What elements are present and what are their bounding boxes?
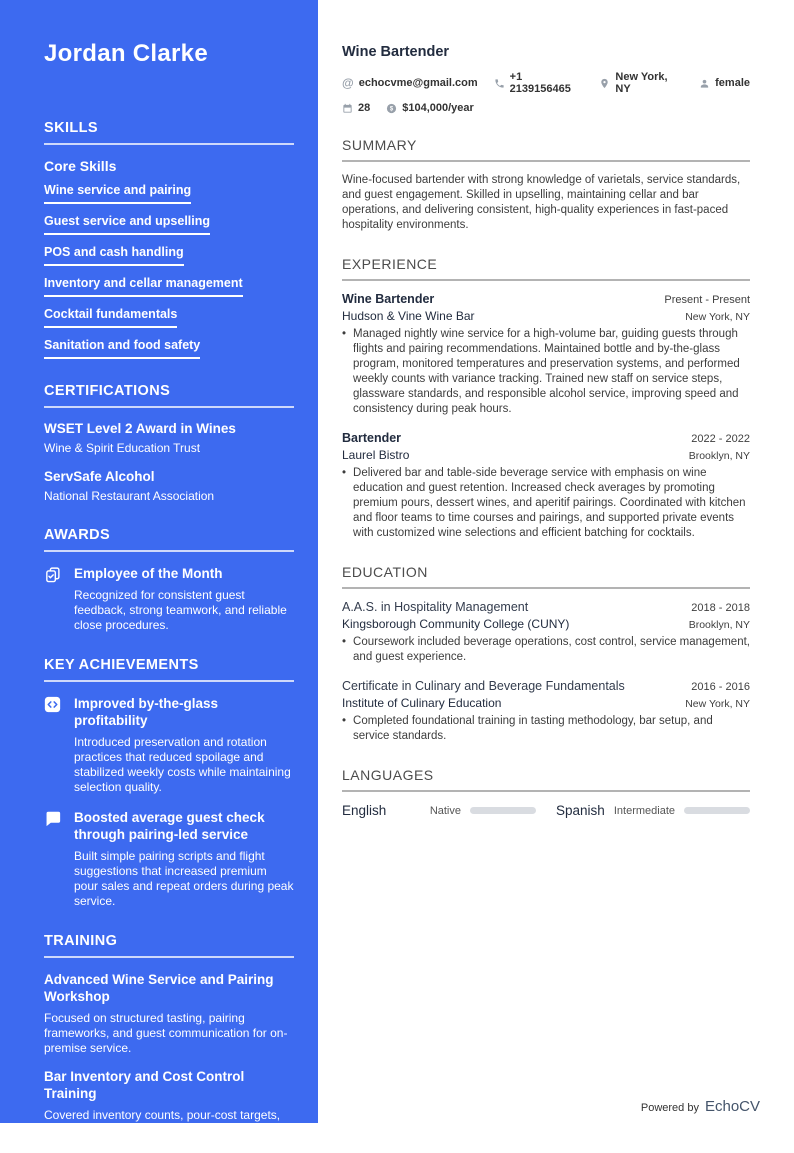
experience-section (342, 256, 750, 541)
training-section (44, 933, 294, 1153)
skills-heading: SKILLS (44, 120, 294, 145)
contact-age (342, 102, 370, 114)
sidebar (0, 0, 318, 1152)
education-location: New York, NY (685, 698, 750, 710)
location-pin-icon (599, 78, 610, 89)
language-name: Spanish (556, 803, 605, 818)
experience-location: New York, NY (685, 311, 750, 323)
contact-salary (386, 102, 474, 114)
contact-gender (699, 77, 750, 89)
achievement-title: Boosted average guest check through pairing-led service (74, 810, 265, 842)
key-achievements-heading: KEY ACHIEVEMENTS (44, 657, 294, 682)
awards-section (44, 527, 294, 633)
education-entry (342, 679, 750, 744)
brand-name: EchoCV (704, 1098, 760, 1115)
award-title: Employee of the Month (74, 566, 223, 581)
skill-item: Sanitation and food safety (44, 338, 200, 359)
certifications-heading: CERTIFICATIONS (44, 383, 294, 408)
experience-entry (342, 292, 750, 417)
education-entry (342, 600, 750, 665)
language-name: English (342, 803, 387, 818)
experience-company: Hudson & Vine Wine Bar (342, 309, 475, 323)
education-dates: 2018 - 2018 (691, 602, 750, 614)
svg-text:$: $ (390, 106, 394, 113)
experience-location: Brooklyn, NY (688, 450, 750, 462)
contact-row-1 (342, 71, 750, 95)
education-location: Brooklyn, NY (688, 619, 750, 631)
experience-bullet: • Delivered bar and table-side beverage service with emphasis on wine education and guest retention. Increased check averages by promoting premium pours, dessert wines, and aperitif pairings. Coordinated with kitchen and floor teams to time courses and pairings, and supported private events with customized wine selections and efficient batching for cocktails. (353, 467, 746, 539)
achievement-description: Built simple pairing scripts and flight suggestions that increased premium pour sales and repeat orders during peak service. (74, 849, 294, 908)
key-achievements-section (44, 657, 294, 909)
experience-dates: 2022 - 2022 (691, 433, 750, 445)
email-icon: @ (342, 76, 354, 90)
experience-entry (342, 431, 750, 541)
resume-job-title: Wine Bartender (342, 44, 450, 60)
main-column (318, 0, 794, 1123)
contact-salary-value: $104,000/year (402, 102, 474, 114)
contact-email-value: echocvme@gmail.com (358, 77, 478, 89)
contact-age-value: 28 (358, 102, 371, 114)
training-heading: TRAINING (44, 933, 294, 958)
training-title: Advanced Wine Service and Pairing Workshop (44, 972, 274, 1004)
language-level: Intermediate (613, 804, 675, 817)
contact-location-value: New York, NY (615, 71, 668, 95)
contact-location (599, 71, 683, 95)
contact-row-2 (342, 102, 750, 114)
skills-group-title: Core Skills (44, 158, 117, 174)
experience-bullet: • Managed nightly wine service for a high-volume bar, guiding guests through flights and pairing recommendations. Maintained bottle and by-the-glass program, monitored temperatures and preservation systems, and performed weekly counts with variance tracking. Trained new staff on service steps, glassware standards, and responsible alcohol service, improving speed and consistency during peak hours. (353, 328, 740, 415)
skills-section (44, 120, 294, 359)
certification-name: ServSafe Alcohol (44, 469, 155, 484)
education-degree: Certificate in Culinary and Beverage Fundamentals (342, 679, 625, 693)
experience-heading: EXPERIENCE (342, 256, 750, 281)
experience-role: Wine Bartender (342, 292, 435, 306)
certification-name: WSET Level 2 Award in Wines (44, 421, 236, 436)
summary-section (342, 137, 750, 233)
education-heading: EDUCATION (342, 564, 750, 589)
skill-item: POS and cash handling (44, 245, 184, 266)
achievement-item (44, 809, 294, 909)
language-level: Native (429, 804, 461, 817)
education-school: Institute of Culinary Education (342, 696, 502, 710)
phone-icon (494, 78, 505, 89)
experience-role: Bartender (342, 431, 402, 445)
contact-gender-value: female (715, 77, 750, 89)
languages-row (342, 803, 750, 818)
contact-email (342, 76, 478, 90)
language-proficiency-bar (684, 807, 750, 814)
skill-item: Cocktail fundamentals (44, 307, 177, 328)
education-dates: 2016 - 2016 (691, 681, 750, 693)
awards-heading: AWARDS (44, 527, 294, 552)
education-bullet: • Completed foundational training in tasting methodology, bar setup, and service standards. (353, 715, 713, 742)
footer (641, 1098, 760, 1115)
award-description: Recognized for consistent guest feedback, strong teamwork, and reliable close procedures. (74, 588, 287, 632)
education-school: Kingsborough Community College (CUNY) (342, 617, 570, 631)
language-proficiency-bar (470, 807, 536, 814)
certification-issuer: Wine & Spirit Education Trust (44, 441, 201, 455)
achievement-item (44, 695, 294, 795)
powered-by-label: Powered by (640, 1102, 699, 1114)
calendar-icon (342, 103, 353, 114)
training-item (44, 971, 294, 1056)
language-item (556, 803, 750, 818)
achievement-description: Introduced preservation and rotation practices that reduced spoilage and stabilized weekly costs while maintaining selection quality. (74, 735, 291, 794)
clipboard-check-icon (44, 565, 62, 633)
certification-item (44, 421, 294, 455)
contact-phone-value: +1 2139156465 (509, 71, 571, 95)
achievement-content (74, 695, 294, 795)
languages-section (342, 767, 750, 818)
salary-dollar-icon (386, 103, 397, 114)
achievement-title: Improved by-the-glass profitability (74, 696, 219, 728)
education-section (342, 564, 750, 744)
languages-heading: LANGUAGES (342, 767, 750, 792)
summary-text: Wine-focused bartender with strong knowledge of varietals, service standards, and guest engagement. Skilled in upselling, maintaining cellar and bar operations, and delivering consistent, high-quality experiences in fast-paced hospitality environments. (342, 174, 741, 231)
training-description: Focused on structured tasting, pairing frameworks, and guest communication for on-premise service. (44, 1011, 288, 1055)
contact-phone (494, 71, 584, 95)
skill-item: Wine service and pairing (44, 183, 191, 204)
education-bullet: • Coursework included beverage operations, cost control, service management, and guest experience. (353, 636, 750, 663)
training-description: Covered inventory counts, pour-cost targets, variance investigation, and ordering cadence for beverage programs. (44, 1108, 283, 1152)
code-square-icon (44, 695, 62, 795)
training-title: Bar Inventory and Cost Control Training (44, 1069, 245, 1101)
award-content (74, 565, 294, 633)
experience-dates: Present - Present (664, 294, 750, 306)
certifications-section (44, 383, 294, 503)
experience-company: Laurel Bistro (342, 448, 410, 462)
language-item (342, 803, 536, 818)
skill-item: Inventory and cellar management (44, 276, 243, 297)
certification-issuer: National Restaurant Association (44, 489, 215, 503)
award-item (44, 565, 294, 633)
person-name: Jordan Clarke (44, 40, 208, 67)
training-item (44, 1068, 294, 1153)
achievement-content (74, 809, 294, 909)
summary-heading: SUMMARY (342, 137, 750, 162)
skill-item: Guest service and upselling (44, 214, 210, 235)
person-icon (699, 78, 710, 89)
education-degree: A.A.S. in Hospitality Management (342, 600, 529, 614)
chat-bubble-icon (44, 809, 62, 909)
certification-item (44, 469, 294, 503)
